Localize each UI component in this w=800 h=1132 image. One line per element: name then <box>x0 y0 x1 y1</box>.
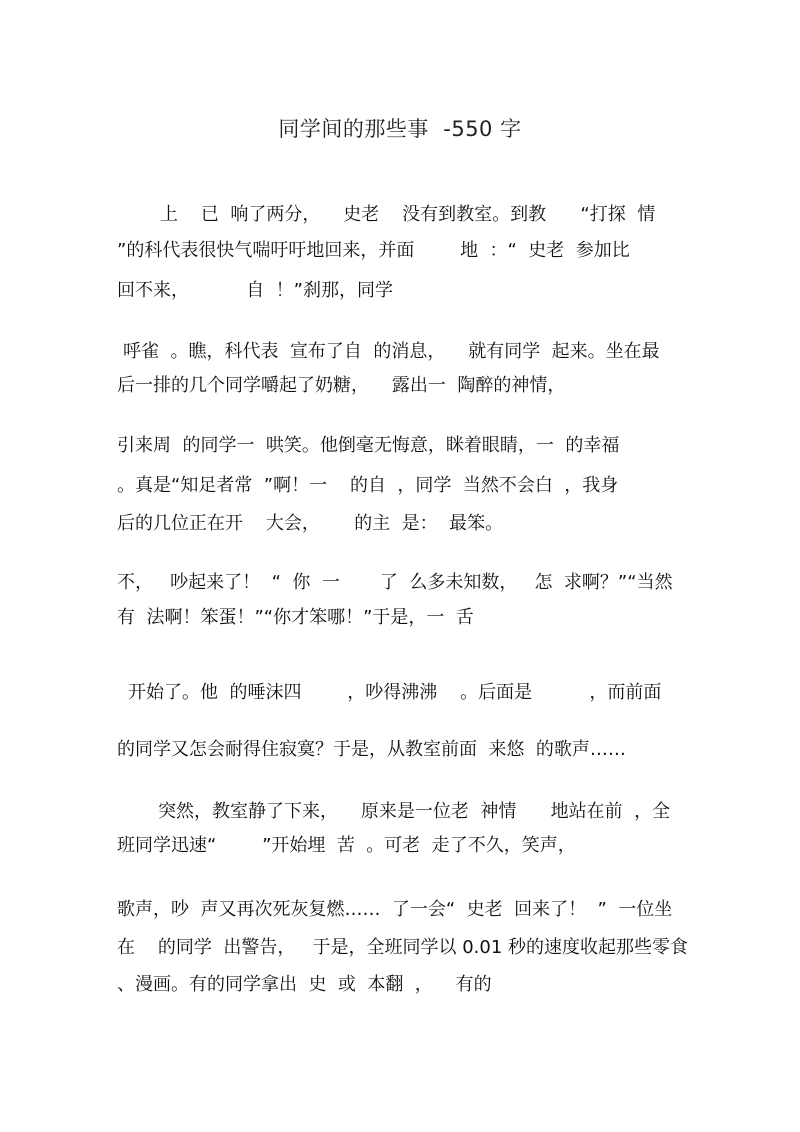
text-line: 引来周 的同学一 哄笑。他倒毫无悔意，眯着眼睛，一 的幸福 <box>117 435 620 456</box>
text-line: 、漫画。有的同学拿出 史 或 本翻 ， 有的 <box>117 974 492 995</box>
text-line: 回不来， 自 ！”刹那，同学 <box>117 280 393 301</box>
text-line: 后的几位正在开 大会， 的主 是： 最笨。 <box>117 513 504 534</box>
text-line: 不， 吵起来了！ “ 你 一 了 么多未知数， 怎 求啊？”“当然 <box>117 572 673 593</box>
text-line: 。真是“知足者常 ”啊！一 的自 ，同学 当然不会白 ，我身 <box>117 475 619 496</box>
text-line: 开始了。他 的唾沫四 ，吵得沸沸 。后面是 ，而前面 <box>128 682 662 703</box>
text-line: 有 法啊！笨蛋！”“你才笨哪！”于是，一 舌 <box>117 607 474 628</box>
text-line: 呼雀 。瞧，科代表 宣布了自 的消息， 就有同学 起来。坐在最 <box>123 341 660 362</box>
text-line: 在 的同学 出警告， 于是，全班同学以 0.01 秒的速度收起那些零食 <box>117 937 689 958</box>
text-line: 歌声，吵 声又再次死灰复燃…… 了一会“ 史老 回来了！ ” 一位坐 <box>117 899 673 920</box>
text-line: 班同学迅速“ ”开始埋 苦 。可老 走了不久，笑声， <box>117 835 576 856</box>
text-line: 后一排的几个同学嚼起了奶糖， 露出一 陶醉的神情， <box>117 375 566 396</box>
text-line: 的同学又怎会耐得住寂寞？于是，从教室前面 来悠 的歌声…… <box>117 739 626 760</box>
text-line: 上 已 响了两分， 史老 没有到教室。到教 “打探 情 <box>160 204 656 225</box>
text-line: ”的科代表很快气喘吁吁地回来，并面 地 ：“ 史老 参加比 <box>117 240 630 261</box>
text-line: 突然，教室静了下来， 原来是一位老 神情 地站在前 ，全 <box>158 801 671 822</box>
document-title: 同学间的那些事 -550 字 <box>278 117 522 141</box>
